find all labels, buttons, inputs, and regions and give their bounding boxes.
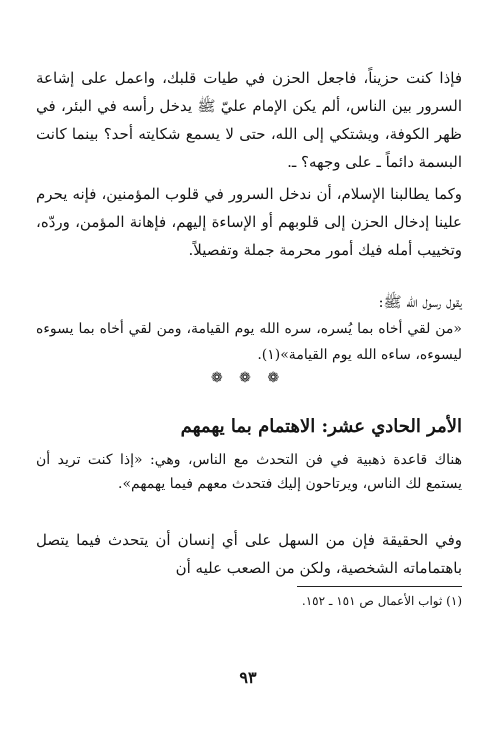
- page-number: ٩٣: [239, 668, 257, 687]
- paragraph-golden-rule: [36, 448, 462, 496]
- hadith-intro-text: يقول رسول الله ﷺ:: [378, 293, 462, 311]
- paragraph-intro: [36, 64, 462, 176]
- paragraph-reality: [36, 526, 462, 582]
- section-divider-ornaments: ❁ ❁ ❁: [210, 370, 286, 386]
- footnote-divider: [297, 586, 462, 587]
- hadith-quote-text: «من لقي أخاه بما يُسره، سره الله يوم القيامة، ومن لقي أخاه بما يسوءه ليسوءه، ساءه الله يوم القيامة»(١).: [36, 321, 462, 363]
- paragraph-golden-rule-text: هناك قاعدة ذهبية في فن التحدث مع الناس، وهي: «إذا كنت تريد أن يستمع لك الناس، ويرتاحون إليك فتحدث معهم فيما يهمهم».: [36, 452, 462, 492]
- paragraph-islam: [36, 180, 462, 264]
- paragraph-islam-text: وكما يطالبنا الإسلام، أن ندخل السرور في قلوب المؤمنين، فإنه يحرم علينا إدخال الحزن إلى قلوبهم أو الإساءة إليهم، فإهانة المؤمن، وردّه، وتخييب أمله فيك أمور محرمة جملة وتفصيلاً.: [36, 185, 462, 259]
- paragraph-intro-text: فإذا كنت حزيناً، فاجعل الحزن في طيات قلبك، واعمل على إشاعة السرور بين الناس، ألم يكن الإمام عليّ ﷺ يدخل رأسه في البئر، في ظهر الكوفة، ويشتكي إلى الله، حتى لا يسمع شكايته أحد؟ بينما كانت البسمة دائماً ـ على وجهه؟ ـ.: [36, 69, 462, 171]
- paragraph-reality-text: وفي الحقيقة فإن من السهل على أي إنسان أن يتحدث فيما يتصل باهتماماته الشخصية، ولكن من الصعب عليه أن: [36, 531, 462, 577]
- hadith-quote: [36, 316, 462, 368]
- section-heading: الأمر الحادي عشر: الاهتمام بما يهمهم: [180, 416, 462, 437]
- footnote: (١) ثواب الأعمال ص ١٥١ ـ ١٥٢.: [301, 594, 462, 608]
- hadith-intro: [36, 288, 462, 316]
